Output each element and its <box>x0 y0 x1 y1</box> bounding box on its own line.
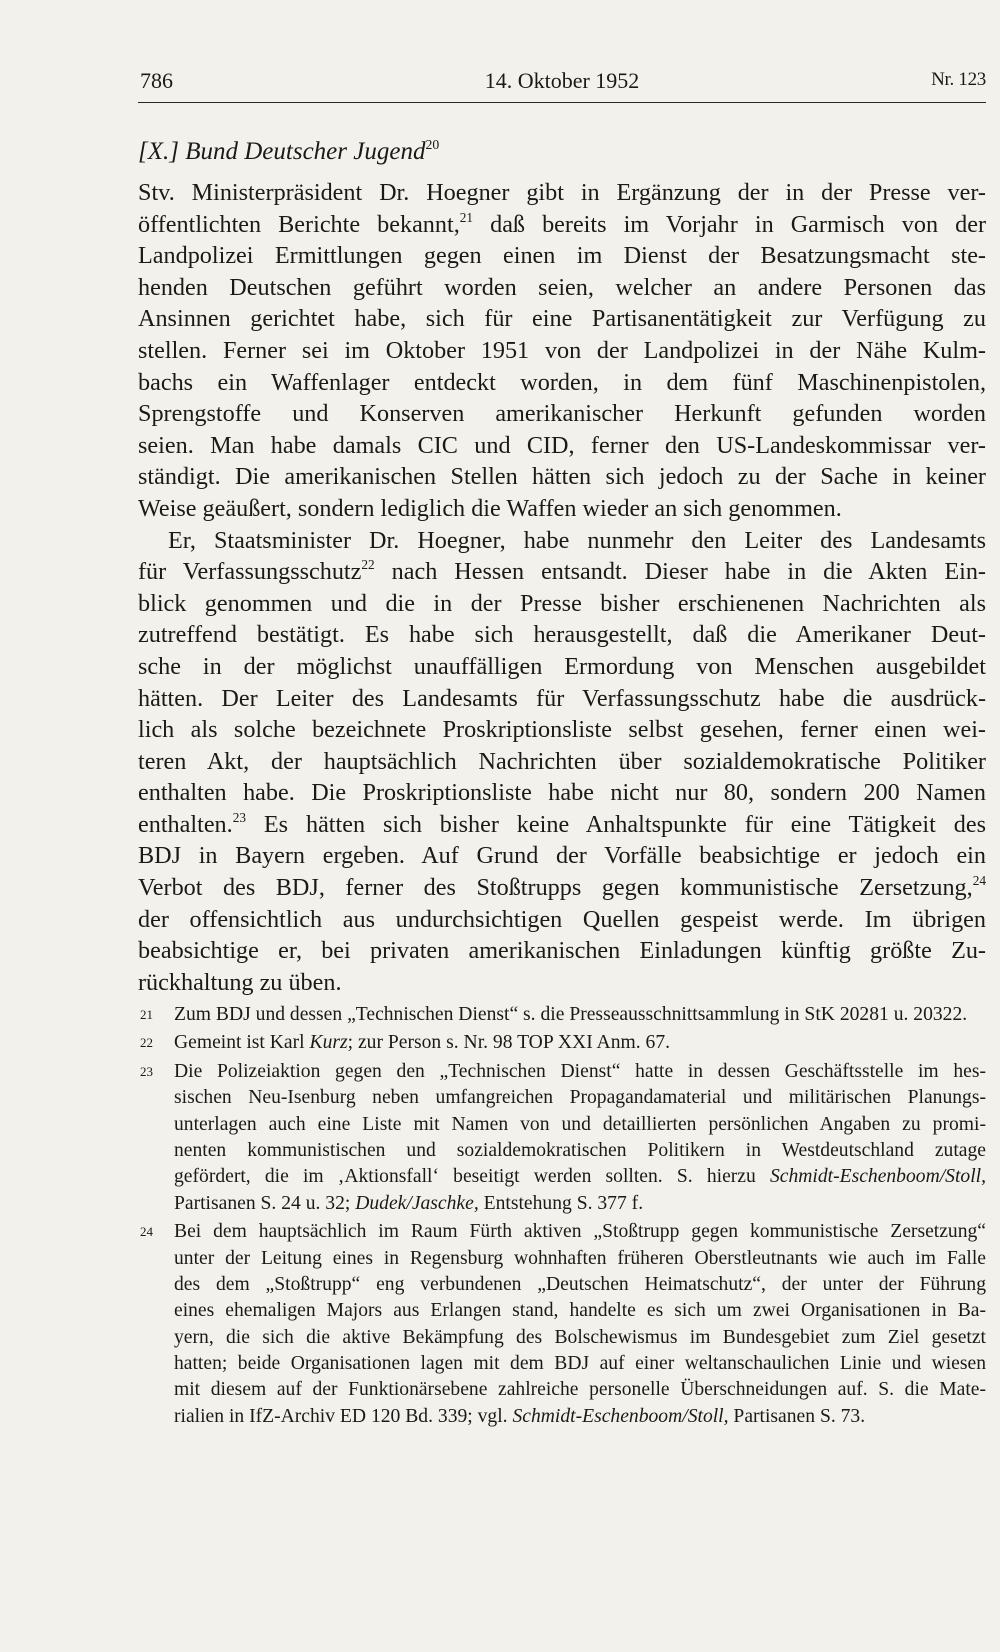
footnote-line: yern, die sich die aktive Bekämpfung des Bolschewismus im Bundesgebiet zum Ziel gesetzt <box>174 1326 986 1348</box>
body-line: rückhaltung zu üben. <box>138 968 342 996</box>
footnote-line: gefördert, die im ‚Aktionsfall‘ beseitigt werden sollten. S. hierzu Schmidt-Eschenboom/Stoll, <box>174 1166 986 1188</box>
section-prefix: [X.] <box>138 138 179 165</box>
body-line: stellen. Ferner sei im Oktober 1951 von der Landpolizei in der Nähe Kulm- <box>138 336 986 364</box>
body-line: enthalten.$^{23}$ Es hätten sich bisher keine Anhaltspunkte für eine Tätigkeit des <box>138 809 986 838</box>
body-line: zutreffend bestätigt. Es habe sich herausgestellt, daß die Amerikaner Deut- <box>138 621 986 649</box>
footnote-line: unter der Leitung eines in Regensburg wohnhaften früheren Oberstleutnants wie auch im Falle <box>174 1247 986 1269</box>
body-line: BDJ in Bayern ergeben. Auf Grund der Vorfälle beabsichtige er jedoch ein <box>138 842 986 870</box>
footnote-line: eines ehemaligen Majors aus Erlangen stand, handelte es sich um zwei Organisationen in Ba- <box>174 1300 986 1322</box>
footnote-ref: 22 <box>361 557 375 573</box>
body-line: Ansinnen gerichtet habe, sich für eine Partisanentätigkeit zur Verfügung zu <box>138 305 986 333</box>
body-line: sche in der möglichst unauffälligen Ermordung von Menschen ausgebildet <box>138 652 986 680</box>
footnotes <box>138 1002 986 1432</box>
body-text <box>138 177 986 998</box>
section-heading <box>138 138 439 166</box>
footnote-number: 22 <box>140 1035 153 1051</box>
footnote-ref: 23 <box>232 809 246 825</box>
body-line: teren Akt, der hauptsächlich Nachrichten über sozialdemokratische Politiker <box>138 747 986 775</box>
body-line: für Verfassungsschutz$^{22}$ nach Hessen entsandt. Dieser habe in die Akten Ein- <box>138 557 986 586</box>
footnote-line: Bei dem hauptsächlich im Raum Fürth aktiven „Stoßtrupp gegen kommunistische Zersetzung“ <box>174 1221 986 1243</box>
footnote-24 <box>138 1219 986 1430</box>
footnote-23 <box>138 1059 986 1217</box>
footnote-line: des dem „Stoßtrupp“ eng verbundenen „Deutschen Heimatschutz“, der unter der Führung <box>174 1273 986 1295</box>
body-line: der offensichtlich aus undurchsichtigen Quellen gespeist werde. Im übrigen <box>138 905 986 933</box>
body-line: öffentlichten Berichte bekannt,$^{21}$ daß bereits im Vorjahr in Garmisch von der <box>138 209 986 238</box>
footnote-ref: 21 <box>459 209 474 225</box>
footnote-ref: 20 <box>425 136 440 152</box>
body-line: Weise geäußert, sondern lediglich die Waffen wieder an sich genommen. <box>138 494 842 522</box>
body-line: Sprengstoffe und Konserven amerikanischer Herkunft gefunden worden <box>138 400 986 428</box>
body-line: Stv. Ministerpräsident Dr. Hoegner gibt in Ergänzung der in der Presse ver- <box>138 179 986 206</box>
footnote-line: Die Polizeiaktion gegen den „Technischen Dienst“ hatte in dessen Geschäftsstelle im hes- <box>174 1060 986 1082</box>
body-line: Verbot des BDJ, ferner des Stoßtrupps gegen kommunistische Zersetzung,$^{24}$ <box>138 873 986 902</box>
footnote-line: Zum BDJ und dessen „Technischen Dienst“ s. die Presseausschnittsammlung in StK 20281 u. 20322. <box>174 1004 968 1025</box>
footnote-line: sischen Neu-Isenburg neben umfangreichen Propagandamaterial und militärischen Planungs- <box>174 1087 986 1109</box>
body-line: lich als solche bezeichnete Proskriptionsliste selbst gesehen, ferner einen wei- <box>138 716 986 744</box>
body-line: seien. Man habe damals CIC und CID, ferner den US-Landeskommissar ver- <box>138 431 986 459</box>
body-line: enthalten habe. Die Proskriptionsliste habe nicht nur 80, sondern 200 Namen <box>138 779 986 807</box>
footnote-line: rialien in IfZ-Archiv ED 120 Bd. 339; vgl. Schmidt-Eschenboom/Stoll, Partisanen S. 73. <box>174 1405 866 1427</box>
running-head <box>138 68 986 103</box>
footnote-ref: 24 <box>972 873 986 889</box>
footnote-line: Partisanen S. 24 u. 32; Dudek/Jaschke, Entstehung S. 377 f. <box>174 1192 644 1214</box>
footnote-number: 21 <box>140 1007 153 1022</box>
running-head-date: 14. Oktober 1952 <box>484 68 640 93</box>
footnote-line: hatten; beide Organisationen lagen mit dem BDJ auf einer weltanschaulichen Linie und wiesen <box>174 1353 986 1375</box>
footnote-line: mit diesem auf der Funktionärsebene zahlreiche personelle Überschneidungen auf. S. die Mate- <box>174 1379 986 1401</box>
footnote-line: Gemeint ist Karl Kurz; zur Person s. Nr. 98 TOP XXI Anm. 67. <box>174 1032 671 1054</box>
section-title: Bund Deutscher Jugend <box>185 138 426 165</box>
footnote-number: 24 <box>140 1224 153 1240</box>
body-line: bachs ein Waffenlager entdeckt worden, in dem fünf Maschinenpistolen, <box>138 368 986 396</box>
body-line: blick genommen und die in der Presse bisher erschienenen Nachrichten als <box>138 589 986 617</box>
footnote-line: unterlagen auch eine Liste mit Namen von und detaillierten persönlichen Angaben zu promi- <box>174 1113 986 1135</box>
footnote-line: nenten kommunistischen und sozialdemokratischen Politikern in Westdeutschland zutage <box>174 1139 986 1161</box>
body-line: Landpolizei Ermittlungen gegen einen im Dienst der Besatzungsmacht ste- <box>138 242 986 270</box>
body-line: hätten. Der Leiter des Landesamts für Verfassungsschutz habe die ausdrück- <box>138 684 986 712</box>
footnote-number: 23 <box>140 1063 153 1079</box>
issue-number: Nr. 123 <box>931 69 986 90</box>
body-line: Er, Staatsminister Dr. Hoegner, habe nunmehr den Leiter des Landesamts <box>168 526 986 554</box>
footnote-21 <box>138 1002 986 1028</box>
body-line: beabsichtige er, bei privaten amerikanischen Einladungen künftig größte Zu- <box>138 937 986 965</box>
body-line: ständigt. Die amerikanischen Stellen hätten sich jedoch zu der Sache in keiner <box>138 463 986 491</box>
footnote-22 <box>138 1030 986 1056</box>
page-number: 786 <box>140 68 173 93</box>
body-line: henden Deutschen geführt worden seien, welcher an andere Personen das <box>138 273 986 301</box>
